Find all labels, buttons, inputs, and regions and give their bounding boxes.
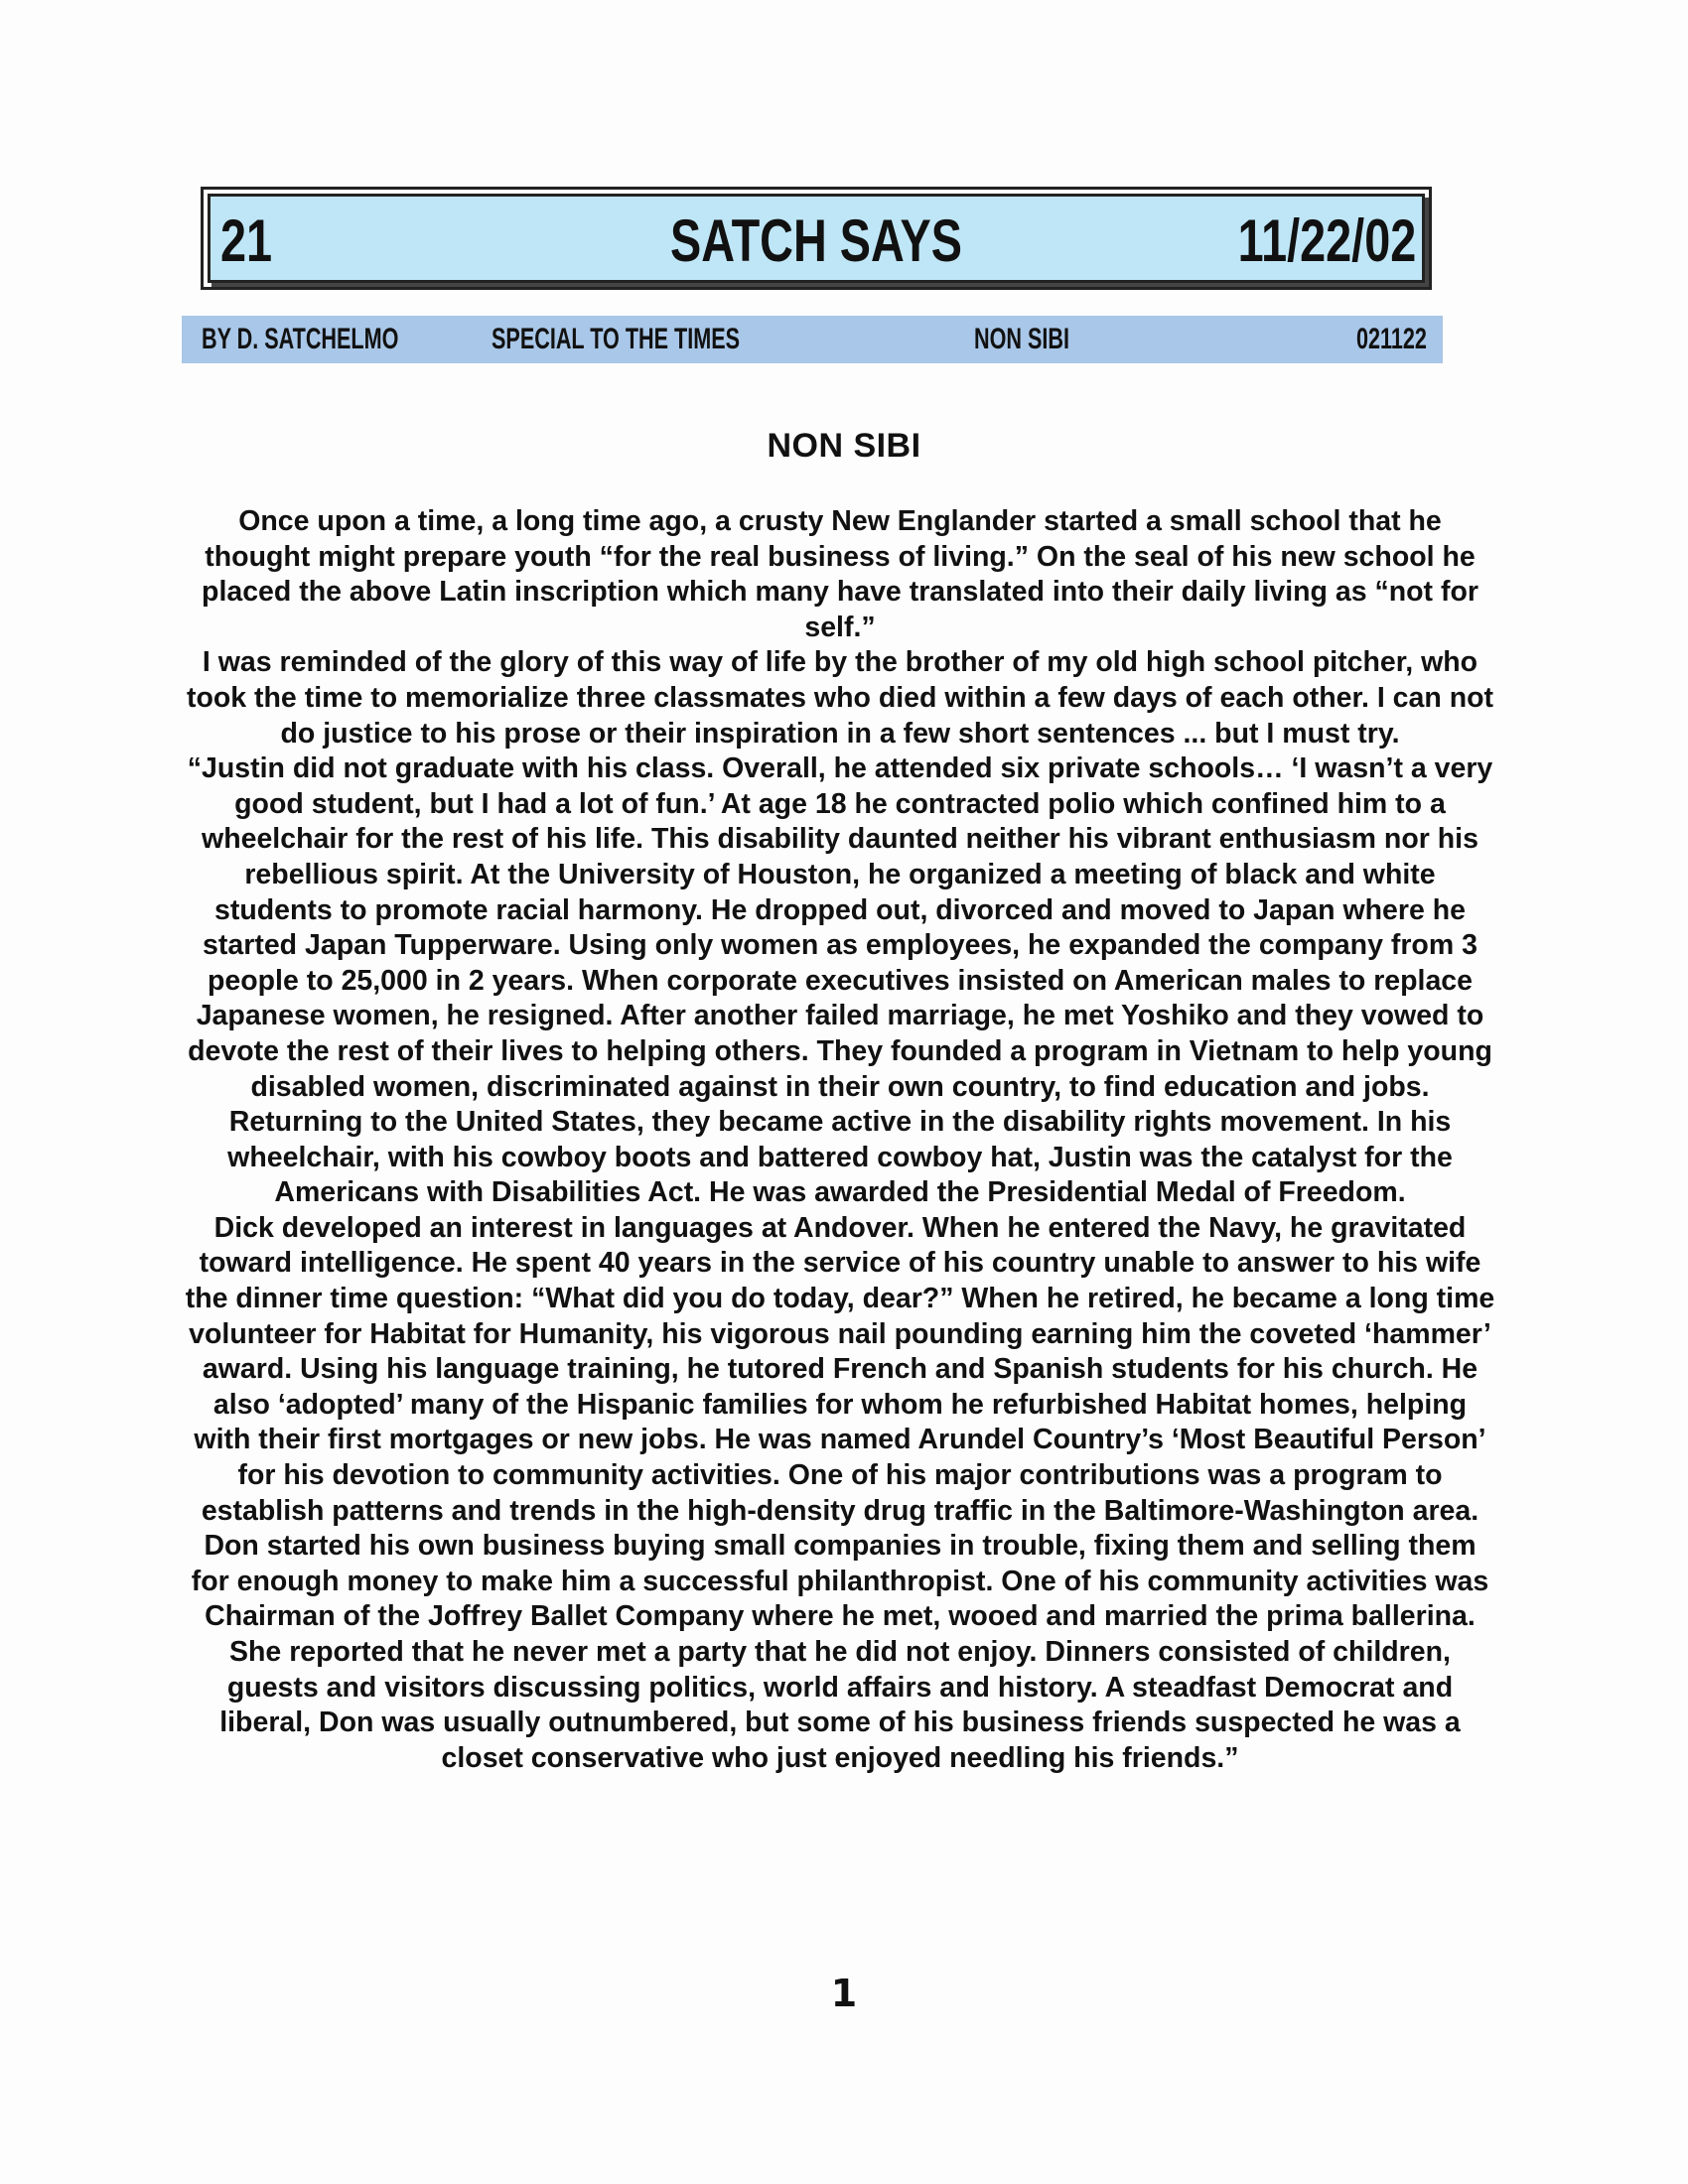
- masthead-box: [201, 187, 1432, 290]
- article-paragraph: Once upon a time, a long time ago, a crusty New Englander started a small school that he thought might prepare youth “for the real business of living.” On the seal of his new school he placed the above Latin inscription which many have translated into their daily living as “not for self.”: [202, 505, 1478, 643]
- article-headline: NON SIBI: [767, 427, 921, 465]
- article-paragraph: Don started his own business buying small companies in trouble, fixing them and selling them for enough money to make him a successful philanthropist. One of his community activities was Chairman of the Joffrey Ballet Company where he met, wooed and married the prima ballerina. She reported that he never met a party that he did not enjoy. Dinners consisted of children, guests and visitors discussing politics, world affairs and history. A steadfast Democrat and liberal, Don was usually outnumbered, but some of his business friends suspected he was a closet conservative who just enjoyed needling his friends.”: [191, 1530, 1489, 1774]
- masthead-title: SATCH SAYS: [670, 207, 962, 274]
- article-paragraph: Dick developed an interest in languages at Andover. When he entered the Navy, he gravitated toward intelligence. He spent 40 years in the service of his country unable to answer to his wife the dinner time question: “What did you do today, dear?” When he retired, he became a long time volunteer for Habitat for Humanity, his vigorous nail pounding earning him the coveted ‘hammer’ award. Using his language training, he tutored French and Spanish students for his church. He also ‘adopted’ many of the Hispanic families for whom he refurbished Habitat homes, helping with their first mortgages or new jobs. He was named Arundel Country’s ‘Most Beautiful Person’ for his devotion to community activities. One of his major contributions was a program to establish patterns and trends in the high-density drug traffic in the Baltimore-Washington area.: [185, 1211, 1495, 1527]
- issue-number: 21: [220, 207, 273, 274]
- byline-special: SPECIAL TO THE TIMES: [492, 323, 741, 355]
- byline-bar: [182, 316, 1443, 363]
- byline-topic: NON SIBI: [974, 323, 1070, 355]
- article-paragraph: I was reminded of the glory of this way of life by the brother of my old high school pitcher, who took the time to memorialize three classmates who died within a few days of each other. I can not do justice to his prose or their inspiration in a few short sentences ... but I must try.: [186, 646, 1494, 750]
- byline-code: 021122: [1356, 323, 1427, 355]
- byline-author: BY D. SATCHELMO: [202, 323, 399, 355]
- page-number: 1: [830, 1972, 858, 2015]
- masthead-banner: [208, 194, 1425, 283]
- article-paragraph: “Justin did not graduate with his class. Overall, he attended six private schools… ‘I wasn’t a very good student, but I had a lot of fun.’ At age 18 he contracted polio which confined him to a wheelchair for the rest of his life. This disability daunted neither his vibrant enthusiasm nor his rebellious spirit. At the University of Houston, he organized a meeting of black and white students to promote racial harmony. He dropped out, divorced and moved to Japan where he started Japan Tupperware. Using only women as employees, he expanded the company from 3 people to 25,000 in 2 years. When corporate executives insisted on American males to replace Japanese women, he resigned. After another failed marriage, he met Yoshiko and they vowed to devote the rest of their lives to helping others. They founded a program in Vietnam to help young disabled women, discriminated against in their own country, to find education and jobs. Returning to the United States, they became active in the disability rights movement. In his wheelchair, with his cowboy boots and battered cowboy hat, Justin was the catalyst for the Americans with Disabilities Act. He was awarded the Presidential Medal of Freedom.: [187, 752, 1493, 1209]
- masthead-date: 11/22/02: [1237, 207, 1416, 274]
- article-body: [185, 504, 1495, 1776]
